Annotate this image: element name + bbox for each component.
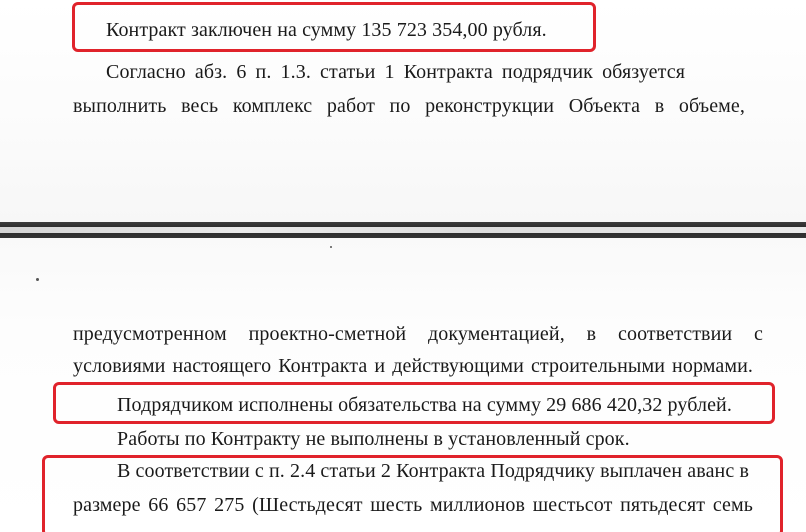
page-edge (0, 227, 806, 233)
paragraph-line: предусмотренном проектно-сметной документацией, в соответствии с (73, 323, 763, 345)
scan-speck (36, 278, 39, 281)
paragraph-line: условиями настоящего Контракта и действующими строительными нормами. (73, 355, 753, 377)
highlight-obligations-amount (53, 382, 775, 424)
highlight-contract-amount (72, 2, 596, 52)
obligations-amount-text: Подрядчиком исполнены обязательства на сумму 29 686 420,32 рублей. (117, 394, 732, 416)
advance-payment-text: размере 66 657 275 (Шестьдесят шесть миллионов шестьсот пятьдесят семь (73, 494, 753, 516)
highlight-advance-payment (42, 455, 783, 532)
scan-speck (330, 246, 332, 248)
advance-payment-text: В соответствии с п. 2.4 статьи 2 Контракта Подрядчику выплачен аванс в (117, 460, 749, 482)
contract-amount-text: Контракт заключен на сумму 135 723 354,00 рубля. (106, 19, 547, 41)
paragraph-line: выполнить весь комплекс работ по реконструкции Объекта в объеме, (73, 95, 745, 117)
paragraph-line: Работы по Контракту не выполнены в установленный срок. (117, 428, 630, 450)
paragraph-line: Согласно абз. 6 п. 1.3. статьи 1 Контракта подрядчик обязуется (106, 61, 686, 83)
